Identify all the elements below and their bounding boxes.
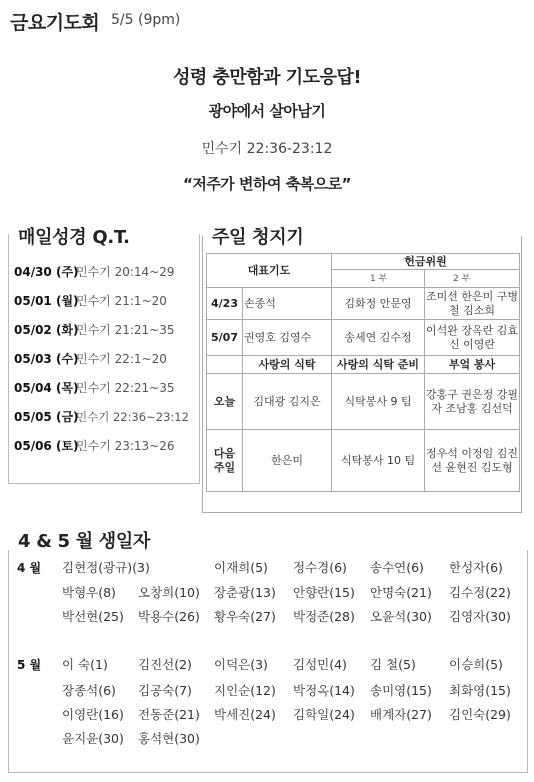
service-date: 5/5 (9pm) — [111, 12, 181, 28]
birthday-name: 이재희(5) — [214, 560, 268, 575]
birthday-name: 이덕은(3) — [214, 657, 268, 672]
qt-ref: 민수기 22:21~35 — [76, 381, 175, 395]
birthday-name: 안향란(15) — [293, 585, 355, 600]
birthday-name: 김 철(5) — [370, 657, 416, 672]
qt-section-title: 매일성경 Q.T. — [14, 223, 134, 249]
header-offering: 헌금위원 — [332, 254, 520, 270]
birthday-name: 홍석현(30) — [138, 731, 200, 746]
row-label-next: 다음 주일 — [207, 430, 243, 492]
offering-2: 이석완 장옥란 김효신 이영란 — [425, 320, 520, 356]
birthday-name: 박형우(8) — [62, 585, 116, 600]
kitchen-names: 강홍구 권은정 강필자 조남홍 김선덕 — [425, 374, 520, 430]
birthday-name: 김공숙(7) — [138, 683, 192, 698]
qt-row — [14, 408, 189, 425]
month-label-may: 5 월 — [17, 658, 42, 672]
birthday-name: 이승희(5) — [449, 657, 503, 672]
offering-1: 김화정 안문영 — [332, 288, 425, 320]
birthday-name: 김진선(2) — [138, 657, 192, 672]
offering-2: 조미선 한은미 구병철 김소희 — [425, 288, 520, 320]
header-service-1: 1 부 — [332, 270, 425, 288]
table-row — [207, 374, 520, 430]
qt-ref: 민수기 21:21~35 — [76, 323, 175, 337]
sermon-title: 성령 충만함과 기도응답! — [172, 67, 362, 88]
birthday-name: 김인숙(29) — [449, 707, 511, 722]
birthday-name: 박정옥(14) — [293, 683, 355, 698]
qt-day: 05/02 (화) — [14, 323, 79, 337]
qt-row — [14, 379, 175, 396]
table-row — [207, 288, 520, 320]
birthday-name: 박용수(26) — [138, 609, 200, 624]
birthday-name: 장춘광(13) — [214, 585, 276, 600]
duty-table — [206, 253, 520, 492]
birthday-name: 김수정(22) — [449, 585, 511, 600]
qt-day: 04/30 (주) — [14, 265, 79, 279]
header-kitchen: 부엌 봉사 — [425, 356, 520, 374]
birthday-name: 전동준(21) — [138, 707, 200, 722]
birthday-name: 안명숙(21) — [370, 585, 432, 600]
birthday-name: 장종석(6) — [62, 683, 116, 698]
sermon-reference: 민수기 22:36-23:12 — [201, 141, 333, 157]
birthday-section-title: 4 & 5 월 생일자 — [14, 527, 154, 553]
table-row — [207, 356, 520, 374]
qt-day: 05/01 (월) — [14, 294, 79, 308]
header-service-2: 2 부 — [425, 270, 520, 288]
row-label-today: 오늘 — [207, 374, 243, 430]
offering-1: 송세연 김수정 — [332, 320, 425, 356]
birthday-name: 송수연(6) — [370, 560, 424, 575]
birthday-name: 오창희(10) — [138, 585, 200, 600]
qt-row — [14, 292, 167, 309]
table-row — [207, 320, 520, 356]
qt-row — [14, 350, 167, 367]
sermon-subtitle: 광야에서 살아남기 — [208, 102, 326, 120]
meal-prep-team: 식탁봉사 10 팀 — [332, 430, 425, 492]
qt-ref: 민수기 22:36~23:12 — [76, 410, 189, 424]
qt-ref: 민수기 22:1~20 — [76, 352, 167, 366]
qt-row — [14, 263, 175, 280]
birthday-name: 김학일(24) — [293, 707, 355, 722]
meal-prep-team: 식탁봉사 9 팀 — [332, 374, 425, 430]
qt-ref: 민수기 23:13~26 — [76, 439, 175, 453]
qt-day: 05/03 (수) — [14, 352, 79, 366]
birthday-name: 최화영(15) — [449, 683, 511, 698]
blank-cell — [207, 356, 243, 374]
birthday-name: 배계자(27) — [370, 707, 432, 722]
qt-day: 05/04 (목) — [14, 381, 79, 395]
birthday-name: 오윤석(30) — [370, 609, 432, 624]
birthday-name: 윤지윤(30) — [62, 731, 124, 746]
meal-names: 한은미 — [243, 430, 332, 492]
prayer-name: 손종석 — [243, 288, 332, 320]
kitchen-names: 정우석 이정임 김진선 윤현진 김도형 — [425, 430, 520, 492]
meal-names: 김대광 김지은 — [243, 374, 332, 430]
birthday-name: 한성자(6) — [449, 560, 503, 575]
table-row — [207, 430, 520, 492]
row-date: 4/23 — [207, 288, 243, 320]
birthday-name: 이영란(16) — [62, 707, 124, 722]
birthday-name: 황우숙(27) — [214, 609, 276, 624]
qt-row — [14, 437, 175, 454]
birthday-name: 이 숙(1) — [62, 657, 108, 672]
birthday-name: 박세진(24) — [214, 707, 276, 722]
birthday-name: 김성민(4) — [293, 657, 347, 672]
qt-day: 05/06 (토) — [14, 439, 79, 453]
birthday-name: 김현정(광규)(3) — [62, 560, 150, 575]
birthday-name: 정수경(6) — [293, 560, 347, 575]
row-date: 5/07 — [207, 320, 243, 356]
month-label-april: 4 월 — [17, 561, 42, 575]
table-row — [207, 254, 520, 270]
sermon-quote: “저주가 변하여 축복으로” — [182, 175, 352, 193]
birthday-name: 박정준(28) — [293, 609, 355, 624]
birthday-name: 지인순(12) — [214, 683, 276, 698]
qt-ref: 민수기 20:14~29 — [76, 265, 175, 279]
header-meal-prep: 사랑의 식탁 준비 — [332, 356, 425, 374]
qt-day: 05/05 (금) — [14, 410, 79, 424]
qt-ref: 민수기 21:1~20 — [76, 294, 167, 308]
prayer-name: 권영호 김영수 — [243, 320, 332, 356]
birthday-name: 박선현(25) — [62, 609, 124, 624]
weekly-section-title: 주일 청지기 — [208, 223, 307, 249]
qt-row — [14, 321, 175, 338]
birthday-name: 김영자(30) — [449, 609, 511, 624]
header-prayer: 대표기도 — [207, 254, 332, 288]
birthday-name: 송미영(15) — [370, 683, 432, 698]
page-title: 금요기도회 — [10, 12, 100, 34]
header-meal: 사랑의 식탁 — [243, 356, 332, 374]
